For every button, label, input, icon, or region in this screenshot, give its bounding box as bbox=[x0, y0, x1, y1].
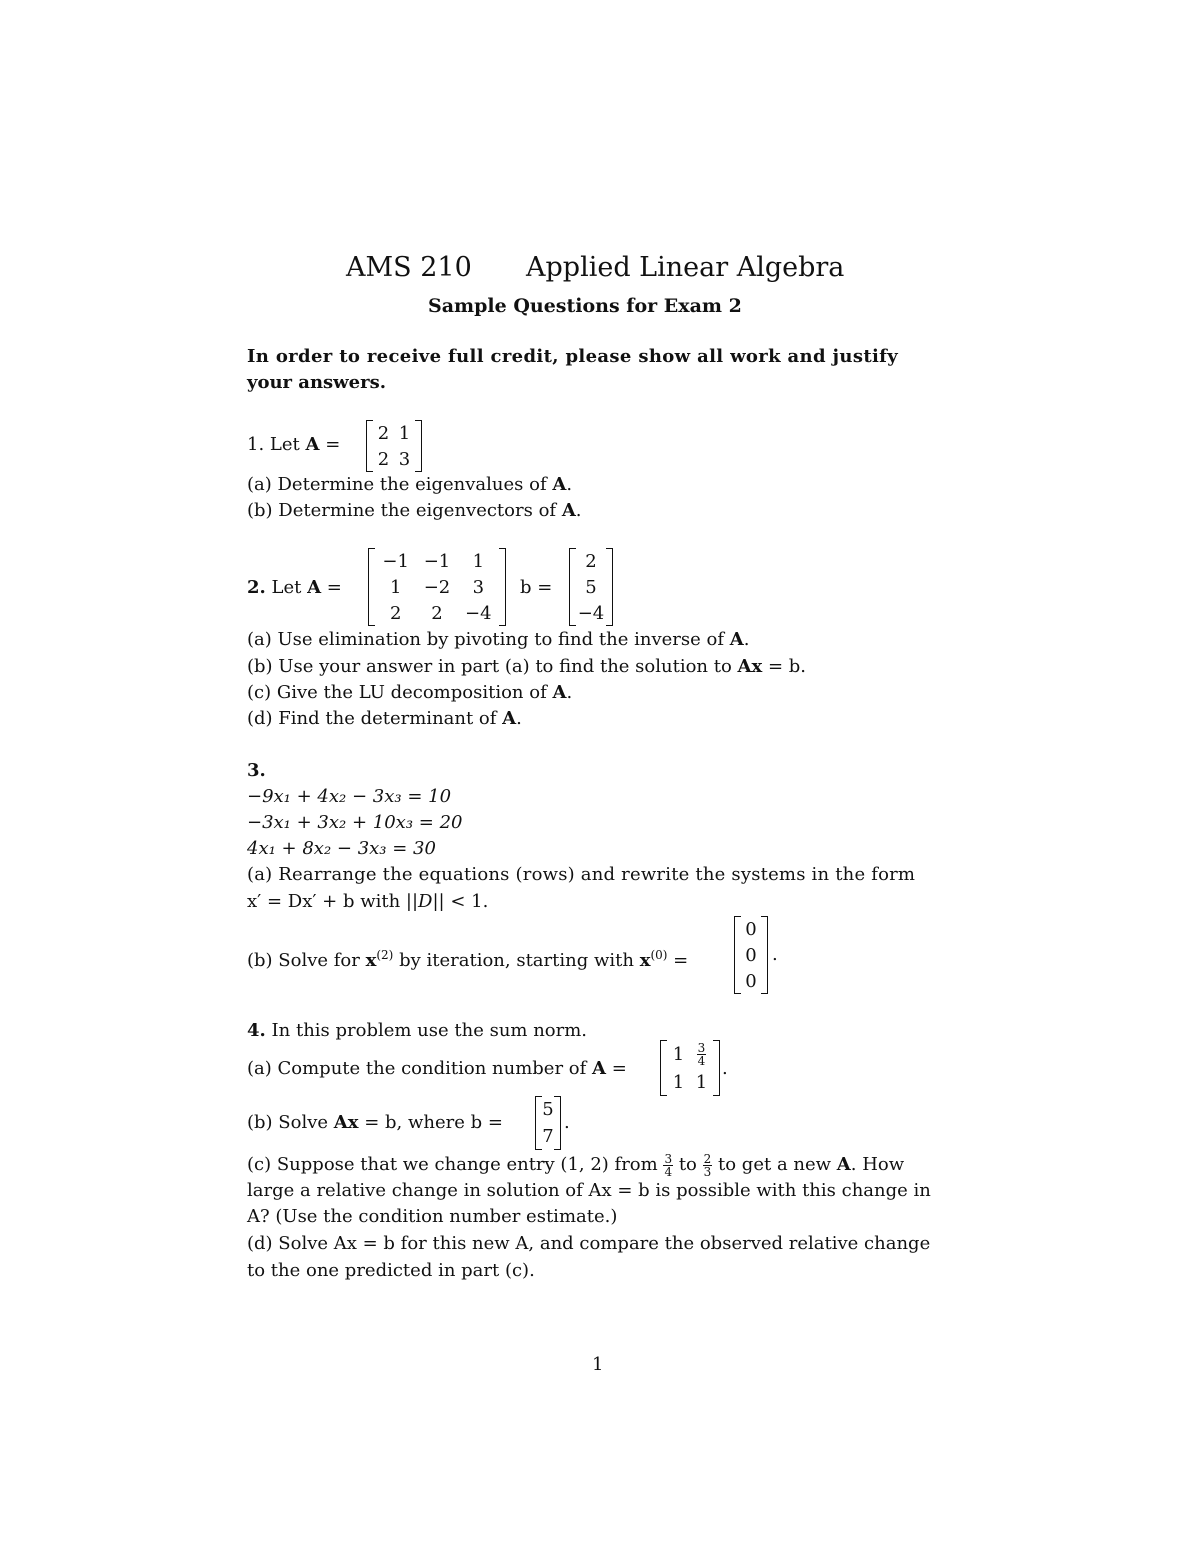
vector-cell: 5 bbox=[585, 576, 597, 598]
q2-number: 2. bbox=[247, 577, 266, 598]
matrix-cell: −4 bbox=[465, 602, 492, 624]
matrix-cell: 1 bbox=[695, 1071, 708, 1093]
q3-part-a-line1: (a) Rearrange the equations (rows) and rewrite the systems in the form bbox=[247, 864, 916, 885]
q4-part-a: (a) Compute the condition number of A = bbox=[247, 1058, 627, 1079]
q3-equation-3: 4x₁ + 8x₂ − 3x₃ = 30 bbox=[247, 838, 436, 859]
q1-part-b: (b) Determine the eigenvectors of A. bbox=[247, 500, 582, 521]
matrix-cell-fraction: $\frac{3}{4}$ bbox=[697, 1040, 706, 1068]
matrix-cell: 1 bbox=[472, 550, 485, 572]
matrix-cell: 1 bbox=[389, 576, 402, 598]
q4-part-c-line2: large a relative change in solution of Ax = b is possible with this change in bbox=[247, 1180, 931, 1201]
matrix-cell: −1 bbox=[423, 550, 451, 572]
matrix-cell: −2 bbox=[423, 576, 451, 598]
vector-cell: 0 bbox=[745, 970, 757, 992]
q1-let-word: Let bbox=[269, 434, 300, 455]
q4-part-d-line1: (d) Solve Ax = b for this new A, and compare the observed relative change bbox=[247, 1233, 931, 1254]
q4-part-b: (b) Solve Ax = b, where b = bbox=[247, 1112, 503, 1133]
matrix-cell: 1 bbox=[672, 1043, 685, 1065]
q3-x0-vector bbox=[734, 916, 768, 994]
q2-vector-b bbox=[569, 548, 613, 626]
q4-part-c-line1: (c) Suppose that we change entry (1, 2) from $\frac{3}{4}$ to $\frac{2}{3}$ to get a new A. How bbox=[247, 1151, 905, 1179]
q4-number: 4. bbox=[247, 1020, 266, 1041]
q3-part-a-line2: x′ = Dx′ + b with ||D|| < 1. bbox=[247, 891, 489, 912]
q4-b-period: . bbox=[564, 1112, 570, 1133]
q2-part-d: (d) Find the determinant of A. bbox=[247, 708, 522, 729]
course-title: Applied Linear Algebra bbox=[526, 252, 845, 283]
q4-vector-b bbox=[535, 1096, 561, 1150]
q2-part-a: (a) Use elimination by pivoting to find the inverse of A. bbox=[247, 629, 750, 650]
vector-cell: 7 bbox=[542, 1126, 554, 1147]
instructions-line1: In order to receive full credit, please show all work and justify bbox=[247, 346, 899, 367]
q3-equation-2: −3x₁ + 3x₂ + 10x₃ = 20 bbox=[247, 812, 463, 833]
q2-part-b: (b) Use your answer in part (a) to find the solution to Ax = b. bbox=[247, 656, 807, 677]
course-code: AMS 210 bbox=[346, 252, 472, 283]
matrix-cell: 3 bbox=[472, 576, 485, 598]
vector-cell: 5 bbox=[542, 1099, 554, 1120]
q2-part-c: (c) Give the LU decomposition of A. bbox=[247, 682, 573, 703]
q1-matrix-name: A bbox=[305, 434, 320, 455]
q4-intro: 4. In this problem use the sum norm. bbox=[247, 1020, 588, 1041]
matrix-cell: 2 bbox=[377, 448, 390, 470]
q3-equation-1: −9x₁ + 4x₂ − 3x₃ = 10 bbox=[247, 786, 452, 807]
vector-cell: 0 bbox=[745, 944, 757, 966]
matrix-cell: 2 bbox=[431, 602, 443, 624]
q1-part-a: (a) Determine the eigenvalues of A. bbox=[247, 474, 573, 495]
vector-cell: −4 bbox=[577, 602, 605, 624]
matrix-cell: −1 bbox=[382, 550, 409, 572]
q3-number: 3. bbox=[247, 760, 266, 781]
matrix-cell: 1 bbox=[672, 1071, 685, 1093]
instructions-line2: your answers. bbox=[247, 372, 387, 393]
q3-period: . bbox=[772, 944, 778, 965]
q3-part-b: (b) Solve for $x^{(2)}$ by iteration, starting with $x^{(0)}$ = bbox=[247, 948, 689, 971]
q4-matrix bbox=[660, 1040, 720, 1096]
vector-cell: 2 bbox=[585, 550, 597, 572]
q1-matrix bbox=[366, 420, 422, 472]
q4-a-period: . bbox=[722, 1058, 728, 1079]
vector-cell: 0 bbox=[745, 918, 757, 940]
page-number: 1 bbox=[592, 1354, 604, 1375]
q4-part-d-line2: to the one predicted in part (c). bbox=[247, 1260, 535, 1281]
q1-let: 1. Let A = bbox=[247, 434, 341, 455]
matrix-cell: 1 bbox=[398, 422, 411, 444]
q2-matrix bbox=[368, 548, 506, 626]
q4-part-c-line3: A? (Use the condition number estimate.) bbox=[247, 1206, 618, 1227]
matrix-cell: 2 bbox=[377, 422, 390, 444]
page-subtitle: Sample Questions for Exam 2 bbox=[428, 295, 742, 317]
q2-b-label: b = bbox=[520, 577, 553, 598]
q2-let: 2. Let A = bbox=[247, 577, 342, 598]
q1-number: 1. bbox=[247, 434, 265, 455]
matrix-cell: 3 bbox=[398, 448, 411, 470]
matrix-cell: 2 bbox=[389, 602, 402, 624]
